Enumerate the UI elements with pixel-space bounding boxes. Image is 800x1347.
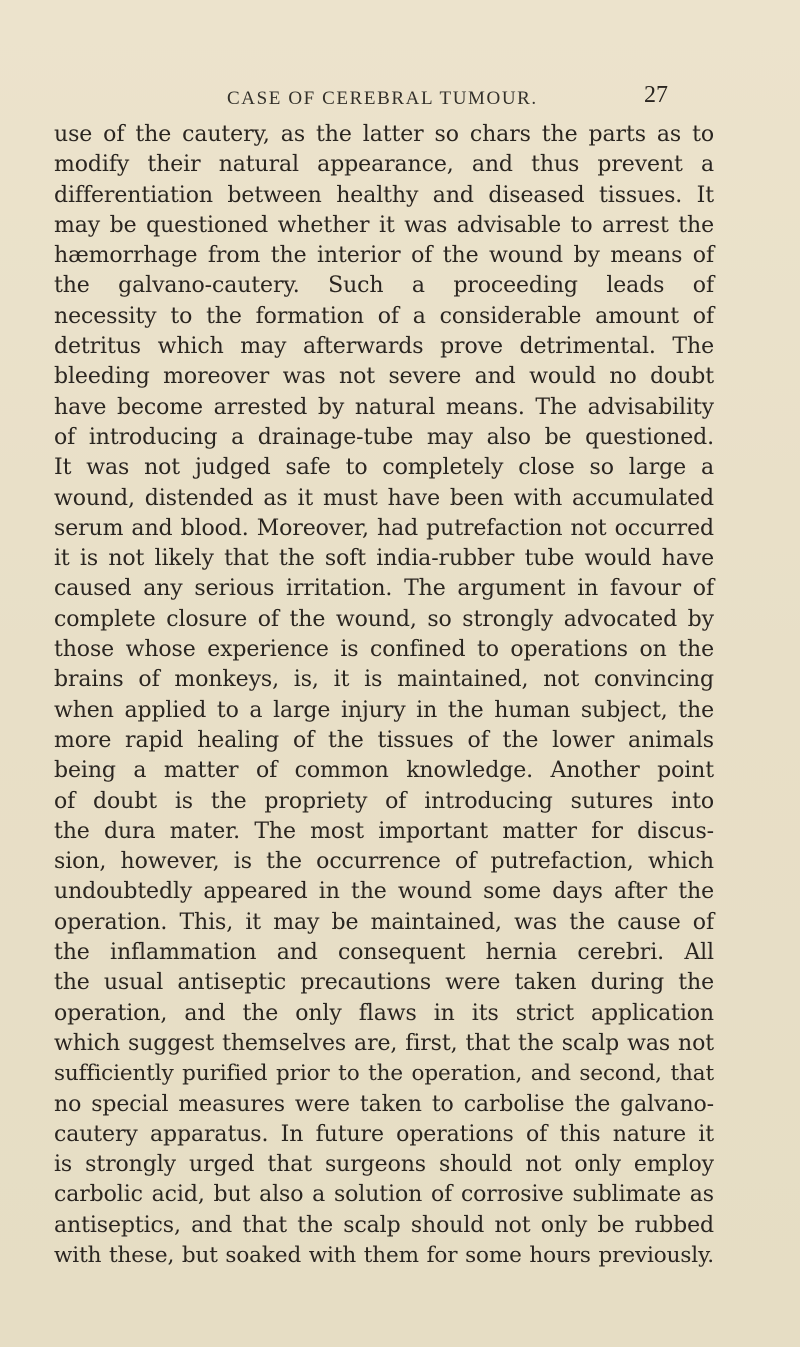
text-line: brains of monkeys, is, it is maintained, not convincing [54, 667, 714, 693]
text-line: those whose experience is confined to operations on the [54, 637, 714, 663]
page-number: 27 [644, 82, 668, 108]
text-line: the usual antiseptic precautions were taken during the [54, 970, 714, 996]
text-line: when applied to a large injury in the human subject, the [54, 697, 714, 723]
text-line: caused any serious irritation. The argument in favour of [54, 576, 714, 602]
text-line: is strongly urged that surgeons should not only employ [54, 1152, 714, 1178]
text-line: detritus which may afterwards prove detrimental. The [54, 334, 714, 360]
text-line: sufficiently purified prior to the operation, and second, that [54, 1061, 714, 1087]
text-line: necessity to the formation of a considerable amount of [54, 303, 714, 329]
text-line: the galvano-cautery. Such a proceeding leads of [54, 273, 714, 299]
text-line: complete closure of the wound, so strongly advocated by [54, 606, 714, 632]
body-text [54, 120, 714, 1271]
text-line: which suggest themselves are, first, that the scalp was not [54, 1030, 714, 1056]
text-line: It was not judged safe to completely close so large a [54, 455, 714, 481]
text-line: sion, however, is the occurrence of putrefaction, which [54, 849, 714, 875]
text-line: it is not likely that the soft india-rubber tube would have [54, 546, 714, 572]
text-line: wound, distended as it must have been with accumulated [54, 485, 714, 511]
text-line: no special measures were taken to carbolise the galvano- [54, 1091, 714, 1117]
text-line: differentiation between healthy and diseased tissues. It [54, 182, 714, 208]
text-line: the inflammation and consequent hernia cerebri. All [54, 940, 714, 966]
text-line: undoubtedly appeared in the wound some days after the [54, 879, 714, 905]
text-line: antiseptics, and that the scalp should not only be rubbed [54, 1212, 714, 1238]
text-line: of doubt is the propriety of introducing sutures into [54, 788, 714, 814]
text-line: cautery apparatus. In future operations of this nature it [54, 1121, 714, 1147]
text-line: being a matter of common knowledge. Another point [54, 758, 714, 784]
running-title: CASE OF CEREBRAL TUMOUR. [227, 88, 538, 109]
running-head [0, 82, 800, 112]
text-line: operation. This, it may be maintained, was the cause of [54, 909, 714, 935]
text-line: the dura mater. The most important matter for discus- [54, 818, 714, 844]
text-line: with these, but soaked with them for some hours previously. [54, 1242, 714, 1268]
text-line: serum and blood. Moreover, had putrefaction not occurred [54, 515, 714, 541]
text-line: may be questioned whether it was advisable to arrest the [54, 212, 714, 238]
text-line: bleeding moreover was not severe and would no doubt [54, 364, 714, 390]
text-line: of introducing a drainage-tube may also be questioned. [54, 424, 714, 450]
text-line: modify their natural appearance, and thus prevent a [54, 152, 714, 178]
text-line: more rapid healing of the tissues of the lower animals [54, 727, 714, 753]
text-line: have become arrested by natural means. The advisability [54, 394, 714, 420]
text-line: operation, and the only flaws in its strict application [54, 1000, 714, 1026]
text-line: carbolic acid, but also a solution of corrosive sublimate as [54, 1182, 714, 1208]
text-line: hæmorrhage from the interior of the wound by means of [54, 243, 714, 269]
text-line: use of the cautery, as the latter so chars the parts as to [54, 122, 714, 147]
